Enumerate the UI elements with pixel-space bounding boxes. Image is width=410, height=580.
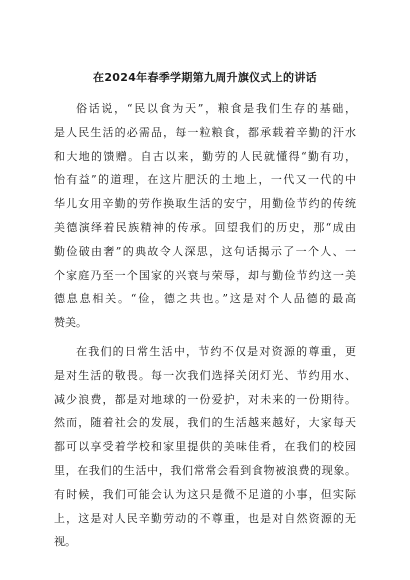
- paragraph-line: 里，在我们的生活中，我们常常会看到食物被浪费的现象。: [54, 463, 356, 477]
- paragraph-line: 德息息相关。“俭，德之共也。”这是对个人品德的最高: [54, 292, 356, 306]
- paragraph-line: 在我们的日常生活中，节约不仅是对资源的尊重，更: [76, 345, 356, 358]
- paragraph-line: 然而，随着社会的发展，我们的生活越来越好，大家每天: [54, 416, 356, 430]
- paragraph-line: 美德演绎着民族精神的传承。回望我们的历史，那“成由: [54, 220, 356, 234]
- paragraph-line: 都可以享受着学校和家里提供的美味佳肴，在我们的校园: [54, 440, 356, 454]
- paragraph-line: 上，这是对人民辛勤劳动的不尊重，也是对自然资源的无: [54, 511, 356, 525]
- paragraph-line: 视。: [54, 535, 76, 549]
- paragraph-line: 是对生活的敬畏。每一次我们选择关闭灯光、节约用水、: [54, 368, 356, 382]
- paragraph-line: 和大地的馈赠。自古以来，勤劳的人民就懂得“勤有功，: [54, 149, 356, 163]
- paragraph-line: 怡有益”的道理，在这片肥沃的土地上，一代又一代的中: [54, 173, 356, 187]
- paragraph-line: 赞美。: [54, 316, 87, 330]
- paragraph-2: [54, 340, 356, 554]
- paragraph-1: [54, 97, 356, 335]
- paragraph-line: 华儿女用辛勤的劳作换取生活的安宁，用勤俭节约的传统: [54, 197, 356, 211]
- paragraph-line: 个家庭乃至一个国家的兴衰与荣辱，却与勤俭节约这一美: [54, 268, 356, 282]
- document-title: 在2024年春季学期第九周升旗仪式上的讲话: [93, 71, 317, 84]
- paragraph-line: 俗话说，“民以食为天”，粮食是我们生存的基础，: [76, 102, 356, 115]
- paragraph-line: 减少浪费，都是对地球的一份爱护，对未来的一份期待。: [54, 392, 356, 406]
- paragraph-line: 有时候，我们可能会认为这只是微不足道的小事，但实际: [54, 487, 356, 501]
- paragraph-line: 是人民生活的必需品，每一粒粮食，都承载着辛勤的汗水: [54, 125, 356, 139]
- paragraph-line: 勤俭破由奢”的典故令人深思，这句话揭示了一个人、一: [54, 244, 356, 258]
